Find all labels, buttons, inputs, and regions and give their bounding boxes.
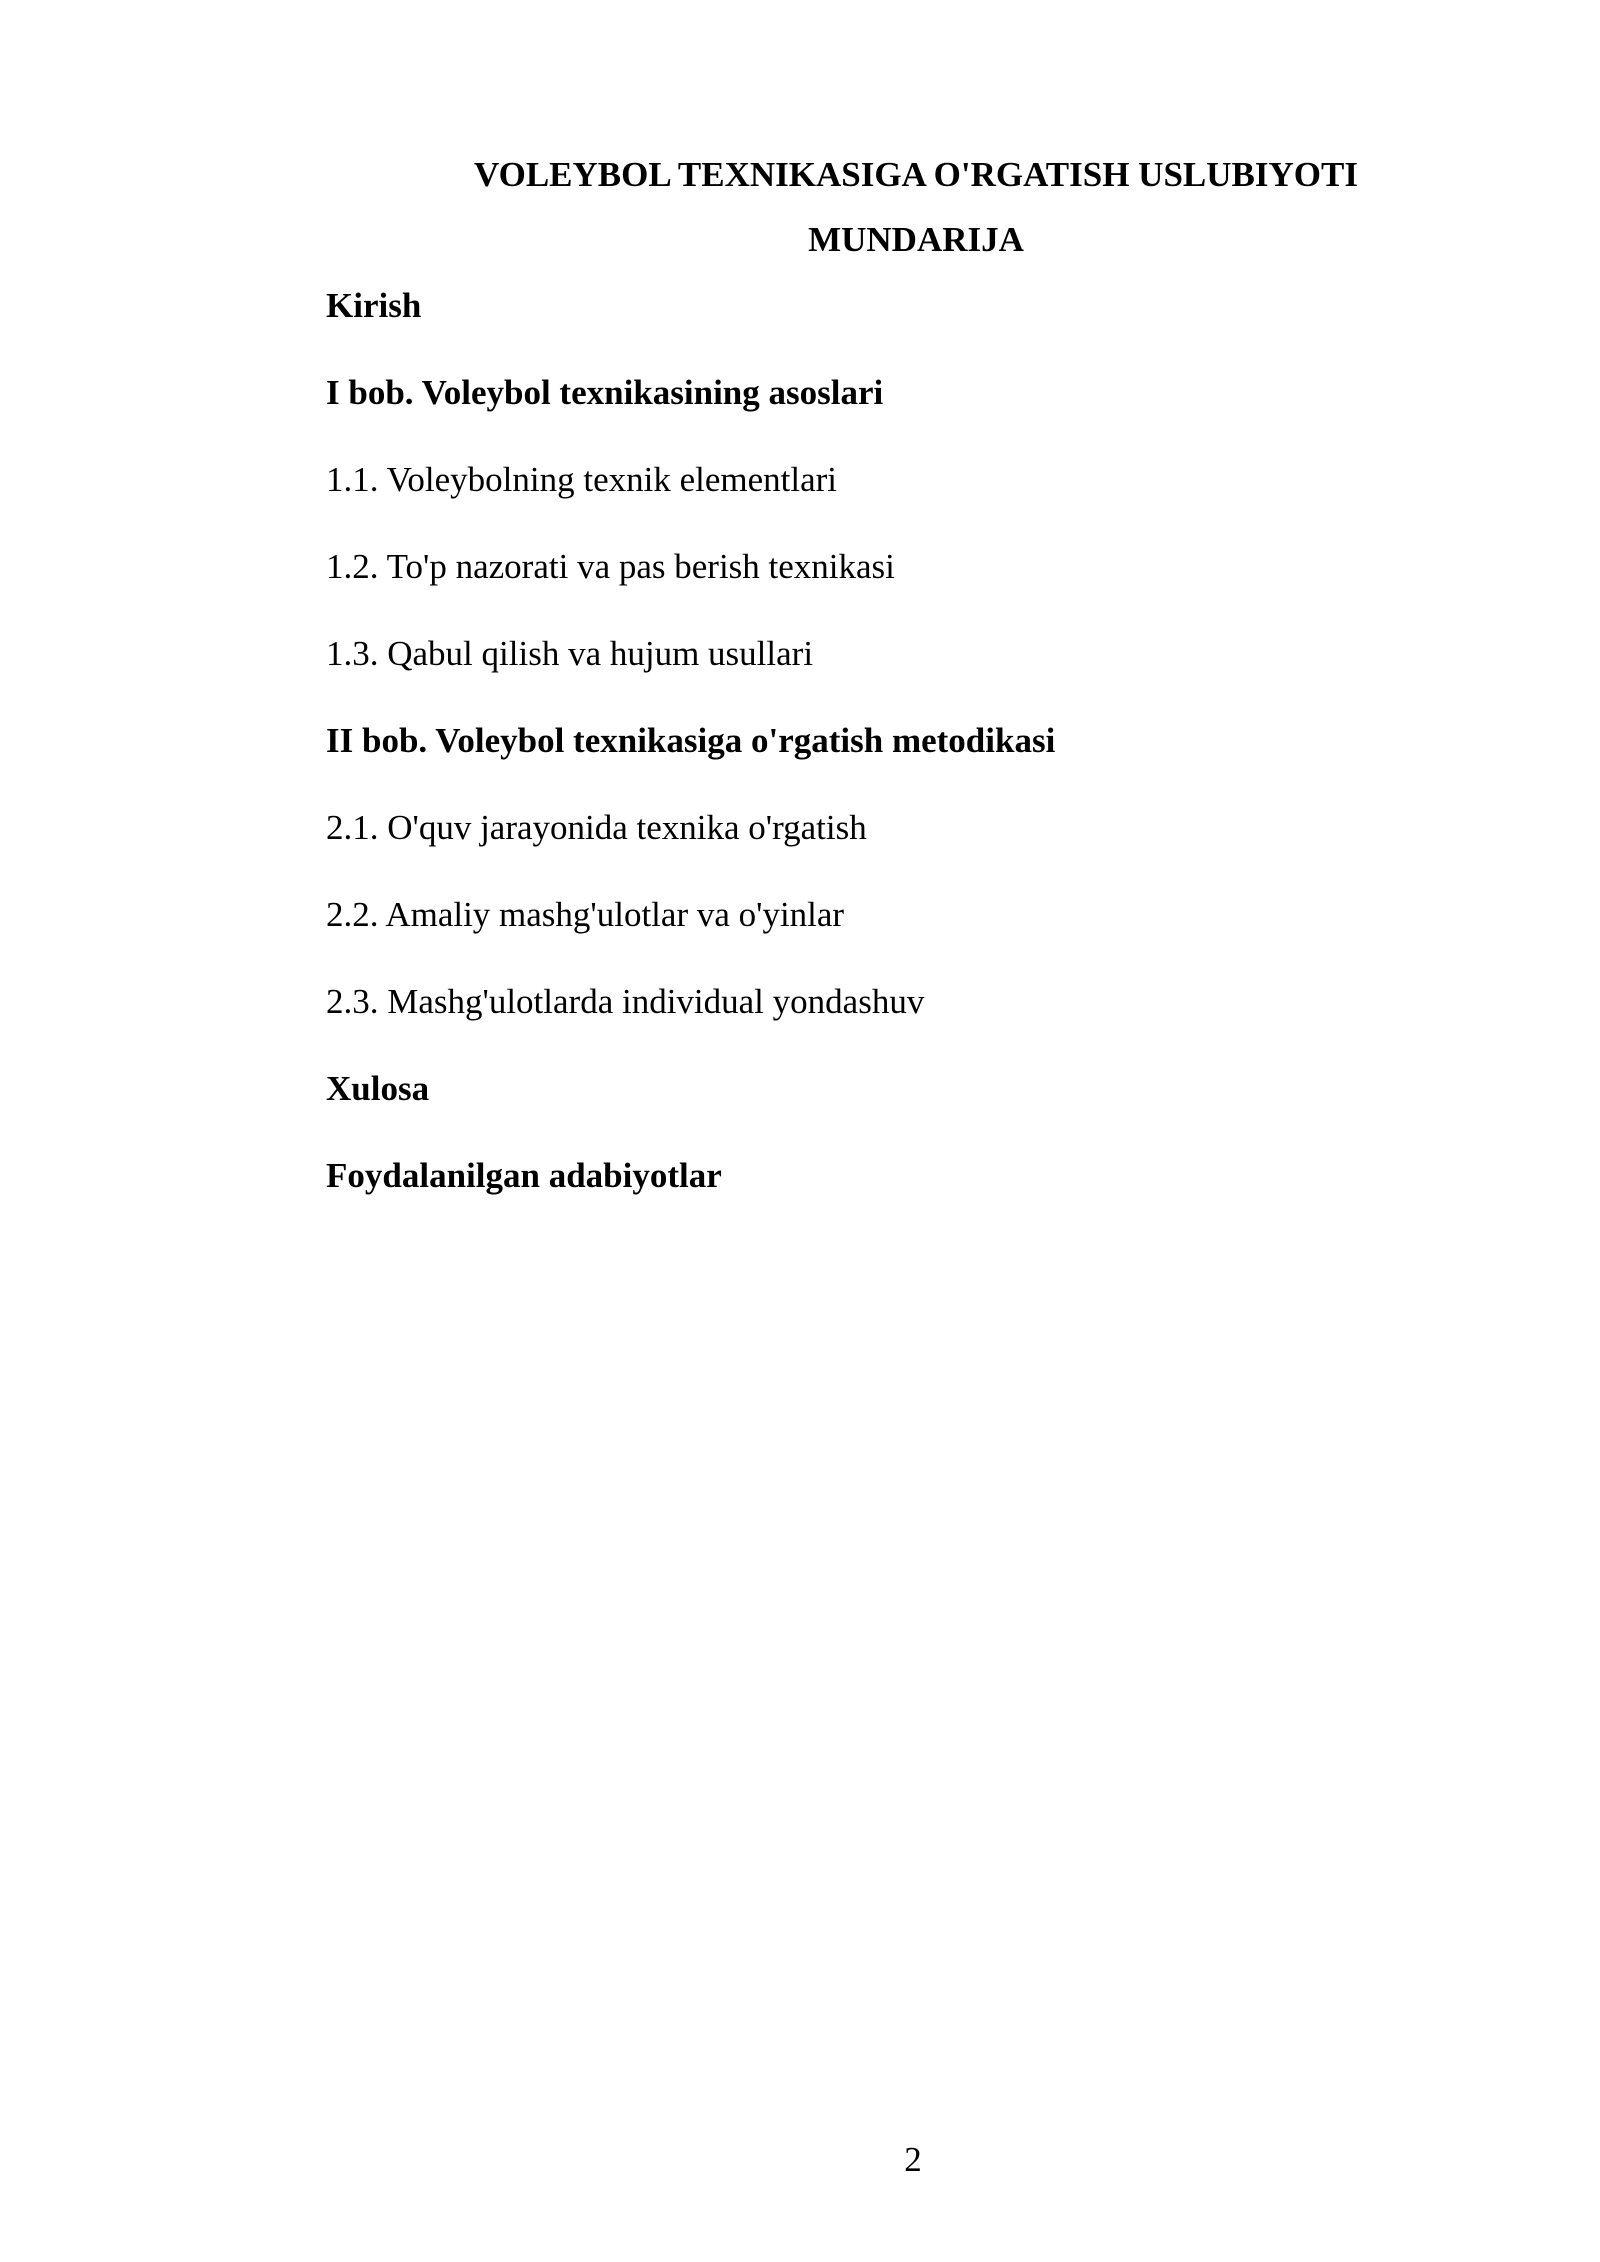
table-of-contents — [326, 286, 1506, 1243]
toc-item-chapter-1: I bob. Voleybol texnikasining asoslari — [326, 373, 884, 412]
toc-item-introduction: Kirish — [326, 286, 422, 325]
toc-item-conclusion: Xulosa — [326, 1069, 430, 1108]
toc-item-section-2-3: 2.3. Mashg'ulotlarda individual yondashuv — [326, 982, 925, 1021]
page-number: 2 — [904, 2140, 922, 2179]
toc-item-chapter-2: II bob. Voleybol texnikasiga o'rgatish metodikasi — [326, 721, 1056, 760]
toc-item-section-2-2: 2.2. Amaliy mashg'ulotlar va o'yinlar — [326, 895, 845, 934]
toc-item-section-1-3: 1.3. Qabul qilish va hujum usullari — [326, 634, 814, 673]
toc-item-section-2-1: 2.1. O'quv jarayonida texnika o'rgatish — [326, 808, 867, 847]
table-of-contents-heading: MUNDARIJA — [808, 220, 1024, 259]
document-title: VOLEYBOL TEXNIKASIGA O'RGATISH USLUBIYOTI — [474, 155, 1358, 194]
toc-item-references: Foydalanilgan adabiyotlar — [326, 1156, 722, 1195]
toc-item-section-1-1: 1.1. Voleybolning texnik elementlari — [326, 460, 837, 499]
toc-item-section-1-2: 1.2. To'p nazorati va pas berish texnikasi — [326, 547, 895, 586]
